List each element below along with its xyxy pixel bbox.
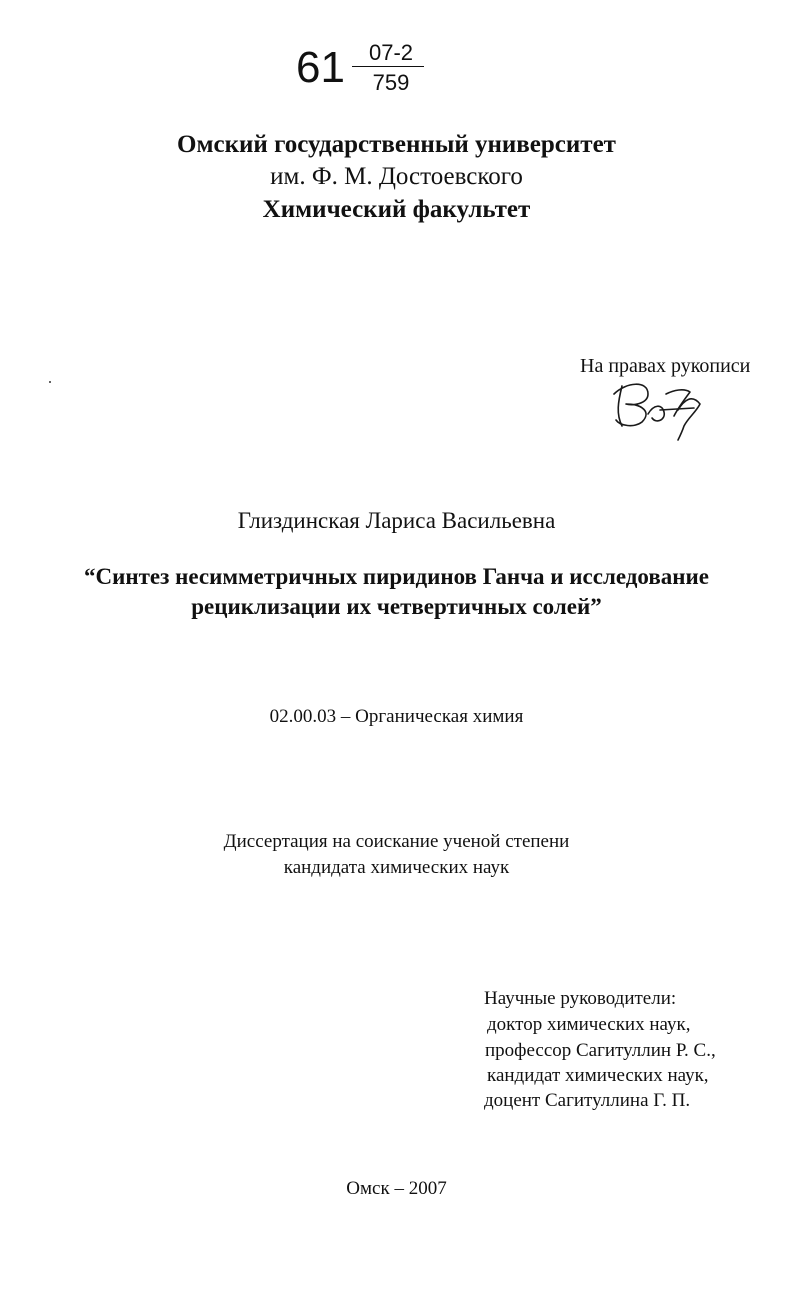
- degree-line-2: кандидата химических наук: [283, 857, 510, 878]
- supervisor-line: кандидат химических наук,: [487, 1065, 709, 1086]
- degree-line-1: Диссертация на соискание ученой степени: [223, 831, 570, 852]
- catalog-denominator: 759: [372, 70, 410, 95]
- dissertation-title-line-2: рециклизации их четвертичных солей”: [191, 594, 602, 619]
- handwritten-signature: [608, 364, 718, 444]
- supervisor-line: профессор Сагитуллин Р. С.,: [485, 1040, 716, 1061]
- catalog-fraction-line: [352, 66, 424, 67]
- city-year: Омск – 2007: [346, 1178, 447, 1199]
- catalog-main-number: 61: [296, 43, 345, 92]
- university-name: Омский государственный университет: [177, 131, 616, 158]
- scan-speck: [49, 381, 51, 383]
- author-name: Глиздинская Лариса Васильевна: [237, 508, 556, 533]
- specialty-code: 02.00.03 – Органическая химия: [269, 706, 524, 727]
- dissertation-title-line-1: “Синтез несимметричных пиридинов Ганча и исследование: [84, 564, 709, 589]
- supervisor-line: доктор химических наук,: [487, 1014, 691, 1035]
- supervisor-line: доцент Сагитуллина Г. П.: [484, 1090, 691, 1111]
- faculty-name: Химический факультет: [262, 196, 531, 223]
- rights-note: На правах рукописи: [580, 355, 751, 377]
- catalog-numerator: 07-2: [368, 40, 414, 65]
- supervisors-heading: Научные руководители:: [484, 988, 677, 1009]
- university-named-after: им. Ф. М. Достоевского: [270, 163, 523, 190]
